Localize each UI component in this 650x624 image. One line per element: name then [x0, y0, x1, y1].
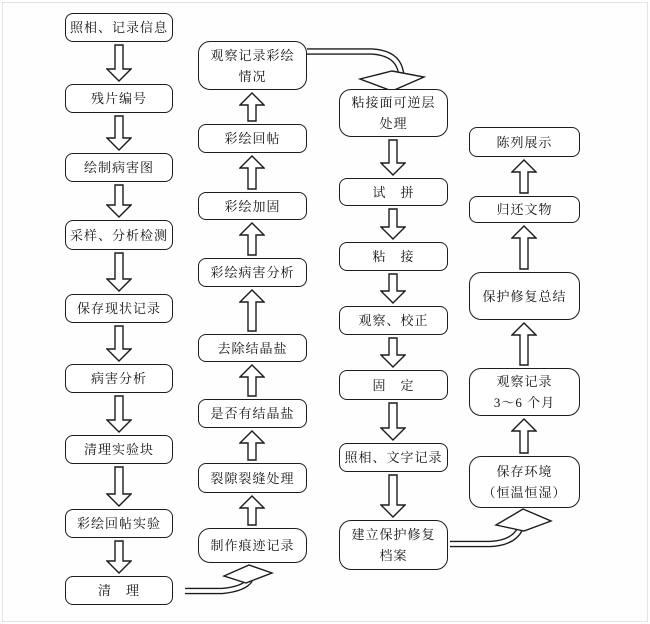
box-label: 情况 — [238, 68, 267, 84]
box-photo-text-record — [339, 443, 448, 472]
box-label: 照相、文字记录 — [344, 450, 443, 465]
box-label: 裂隙裂缝处理 — [210, 470, 295, 486]
box-label: 陈列展示 — [496, 134, 553, 150]
box-painting-consolidation — [198, 192, 307, 220]
box-trial-assembly — [339, 178, 448, 206]
box-label: 观察、校正 — [358, 313, 429, 328]
box-bonding-surface-reversible-layer — [339, 89, 448, 137]
box-label: 粘接面可逆层 — [351, 95, 436, 110]
box-bonding — [339, 242, 448, 271]
box-label: 处理 — [379, 116, 408, 131]
box-label: 采样、分析检测 — [69, 227, 168, 243]
box-label: 保护修复总结 — [482, 288, 567, 304]
box-label: 固 定 — [372, 377, 415, 393]
box-label: 绘制病害图 — [83, 160, 154, 175]
curved-arrow-right-down-icon — [307, 52, 424, 92]
box-label: 彩绘回帖实验 — [76, 516, 161, 531]
box-establish-conservation-archive — [339, 520, 448, 570]
box-label: 3～6 个月 — [493, 395, 556, 410]
box-label: 保存现状记录 — [76, 301, 161, 316]
box-label: （恒温恒湿） — [482, 485, 567, 500]
box-label: 残片编号 — [90, 91, 147, 106]
box-label: 彩绘病害分析 — [210, 265, 295, 280]
box-disease-analysis — [65, 364, 173, 393]
box-return-artifact — [469, 196, 580, 223]
box-label: 制作痕迹记录 — [210, 538, 295, 553]
box-label: 是否有结晶盐 — [210, 406, 295, 421]
box-label: 彩绘回帖 — [224, 131, 281, 146]
box-observe-correct — [339, 306, 448, 335]
box-label: 建立保护修复 — [351, 527, 436, 542]
curved-arrow-right-up-icon — [185, 565, 272, 591]
box-conservation-summary — [469, 272, 580, 320]
box-label: 观察记录彩绘 — [210, 47, 295, 63]
box-observe-record-3-6-months — [469, 368, 580, 416]
box-label: 彩绘加固 — [224, 198, 281, 214]
box-check-crystalline-salt — [198, 399, 307, 428]
box-fixing — [339, 370, 448, 400]
box-label: 档案 — [379, 548, 408, 563]
box-remove-crystalline-salt — [198, 334, 307, 362]
box-painting-disease-analysis — [198, 258, 307, 287]
box-current-state-record — [65, 294, 173, 323]
box-painting-reattach-test — [65, 509, 173, 538]
box-crack-treatment — [198, 463, 307, 493]
box-tool-marks-record — [198, 528, 307, 563]
box-label: 观察记录 — [496, 374, 553, 389]
box-disease-map-drawing — [65, 153, 173, 182]
box-storage-environment — [469, 456, 580, 508]
box-label: 清 理 — [97, 583, 140, 598]
box-photo-record-info — [65, 13, 173, 42]
box-label: 清理实验块 — [83, 442, 154, 457]
box-label: 照相、记录信息 — [69, 20, 168, 35]
box-sampling-analysis — [65, 220, 173, 250]
box-cleaning-test-block — [65, 435, 173, 464]
box-label: 粘 接 — [372, 249, 415, 264]
box-label: 病害分析 — [90, 371, 147, 386]
box-label: 试 拼 — [372, 184, 415, 200]
box-label: 保存环境 — [496, 464, 553, 479]
curved-arrow-right-up-icon — [450, 509, 551, 544]
box-label: 去除结晶盐 — [217, 340, 288, 356]
box-label: 归还文物 — [496, 202, 553, 217]
box-observe-record-painting — [198, 41, 307, 90]
box-painting-reattachment — [198, 124, 307, 153]
box-fragment-numbering — [65, 84, 173, 113]
box-display-exhibition — [469, 127, 580, 157]
box-cleaning — [65, 576, 173, 605]
